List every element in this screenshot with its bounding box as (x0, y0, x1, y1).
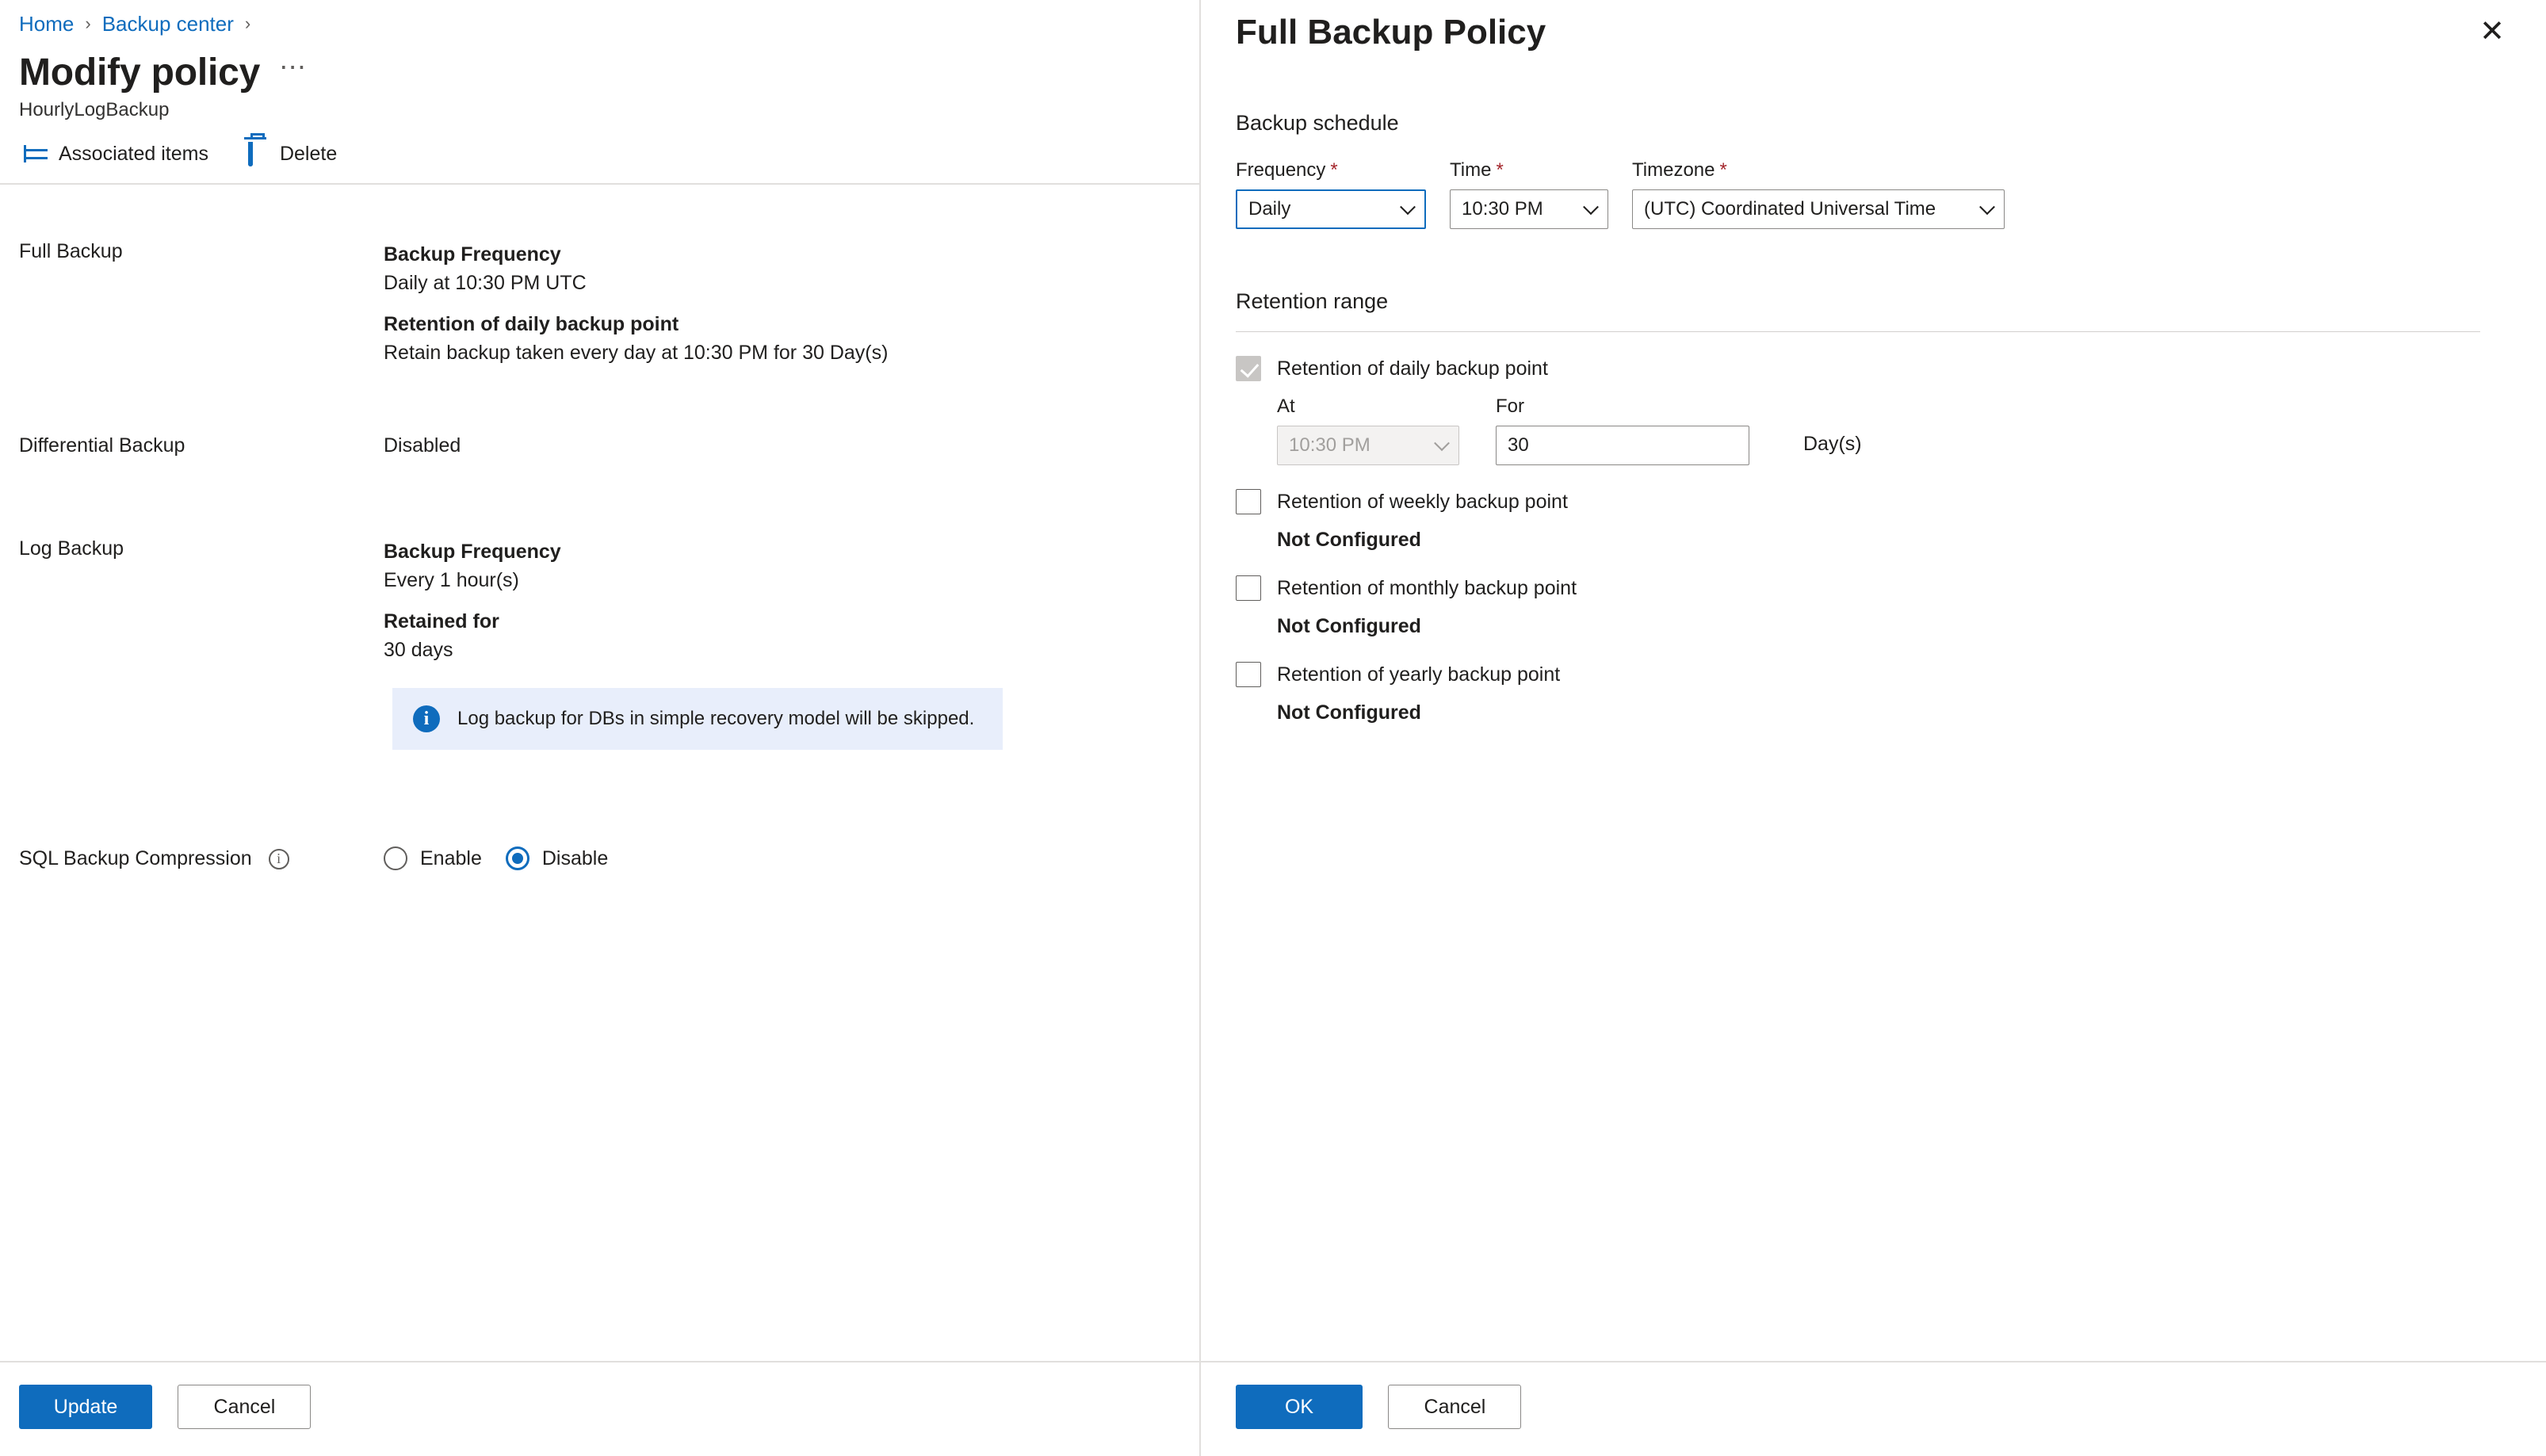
retention-daily-details (1277, 396, 2511, 465)
command-bar-divider (0, 183, 1199, 185)
radio-enable-indicator[interactable] (384, 846, 407, 870)
radio-enable-label: Enable (420, 846, 482, 869)
retention-weekly-status: Not Configured (1277, 529, 1421, 551)
time-value: 10:30 PM (1462, 198, 1543, 220)
trash-icon (245, 142, 269, 166)
retention-daily-label: Retention of daily backup point (1277, 357, 1548, 380)
retention-daily-at-field (1277, 396, 1459, 465)
retention-daily-days-suffix: Day(s) (1803, 433, 1862, 455)
log-backup-frequency-heading: Backup Frequency (384, 541, 561, 563)
timezone-value: (UTC) Coordinated Universal Time (1644, 198, 1936, 220)
timezone-select[interactable] (1632, 189, 2005, 229)
retention-daily-at-value: 10:30 PM (1289, 434, 1370, 456)
radio-disable-label: Disable (541, 846, 609, 869)
retention-weekly-label: Retention of weekly backup point (1277, 490, 1568, 513)
timezone-required-marker: * (1719, 159, 1727, 181)
full-backup-body[interactable] (384, 240, 888, 367)
backup-schedule-fields (1236, 159, 2511, 229)
radio-enable[interactable] (384, 846, 482, 870)
associated-items-label: Associated items (59, 142, 208, 165)
breadcrumb-backup-center[interactable]: Backup center (101, 12, 234, 36)
timezone-label: Timezone (1632, 159, 1715, 181)
command-bar (0, 121, 1199, 166)
blade-footer (1201, 1361, 2546, 1456)
retention-daily-for-field (1496, 396, 1749, 465)
frequency-value: Daily (1248, 198, 1291, 220)
list-icon (24, 142, 48, 166)
backup-schedule-heading: Backup schedule (1236, 111, 1399, 135)
retention-daily-for-label: For (1496, 396, 1524, 417)
differential-backup-label: Differential Backup (19, 434, 185, 457)
log-backup-frequency-value: Every 1 hour(s) (384, 569, 519, 591)
time-label-wrap (1450, 159, 1608, 182)
info-icon: i (413, 705, 440, 732)
cancel-button[interactable]: Cancel (178, 1385, 311, 1429)
breadcrumb-separator-icon: › (85, 13, 91, 33)
breadcrumb-separator-icon-2: › (244, 13, 251, 33)
log-backup-body[interactable] (384, 537, 561, 664)
log-backup-retained-value: 30 days (384, 639, 453, 661)
retention-weekly-row[interactable] (1236, 489, 2511, 514)
delete-button[interactable] (245, 142, 337, 166)
breadcrumb-home[interactable]: Home (19, 12, 75, 36)
retention-divider (1236, 331, 2480, 332)
frequency-label: Frequency (1236, 159, 1326, 181)
timezone-field (1632, 159, 2005, 229)
ok-button[interactable]: OK (1236, 1385, 1363, 1429)
full-backup-row (19, 240, 888, 367)
retention-yearly-label: Retention of yearly backup point (1277, 663, 1561, 686)
sql-compression-row (19, 846, 608, 870)
differential-backup-row (19, 434, 461, 457)
log-backup-info-box-wrap (392, 688, 1003, 750)
associated-items-button[interactable] (24, 142, 208, 166)
close-icon[interactable]: ✕ (2479, 15, 2505, 48)
time-field (1450, 159, 1608, 229)
blade-cancel-button[interactable]: Cancel (1388, 1385, 1521, 1429)
page-title-row (0, 36, 1199, 94)
retention-monthly-label: Retention of monthly backup point (1277, 576, 1577, 599)
log-backup-info-box (392, 688, 1003, 750)
retention-weekly-checkbox[interactable] (1236, 489, 1261, 514)
log-backup-label: Log Backup (19, 537, 124, 560)
full-backup-label: Full Backup (19, 240, 123, 262)
time-label: Time (1450, 159, 1492, 181)
log-backup-retained-heading: Retained for (384, 610, 499, 632)
frequency-select[interactable] (1236, 189, 1426, 229)
radio-disable[interactable] (506, 846, 608, 870)
chevron-down-icon-at (1434, 435, 1450, 451)
retention-daily-for-input[interactable] (1496, 426, 1749, 465)
timezone-label-wrap (1632, 159, 2005, 182)
full-backup-frequency-value: Daily at 10:30 PM UTC (384, 272, 587, 294)
log-backup-row (19, 537, 561, 664)
retention-daily-at-select (1277, 426, 1459, 465)
frequency-field (1236, 159, 1426, 229)
more-options-icon[interactable]: ⋯ (279, 52, 307, 82)
info-icon-compression[interactable]: i (269, 849, 289, 869)
radio-disable-indicator[interactable] (506, 846, 529, 870)
time-required-marker: * (1496, 159, 1504, 181)
page-subtitle: HourlyLogBackup (19, 99, 170, 120)
frequency-label-wrap (1236, 159, 1426, 182)
time-select[interactable] (1450, 189, 1608, 229)
differential-backup-value[interactable]: Disabled (384, 434, 461, 457)
breadcrumb (0, 0, 1199, 36)
retention-monthly-status: Not Configured (1277, 615, 1421, 637)
retention-range-heading: Retention range (1236, 289, 1389, 313)
left-footer (0, 1361, 1199, 1456)
retention-yearly-row[interactable] (1236, 662, 2511, 687)
delete-label: Delete (279, 142, 338, 165)
full-backup-policy-blade (1201, 0, 2546, 1456)
chevron-down-icon-tz (1979, 199, 1995, 215)
retention-monthly-row[interactable] (1236, 575, 2511, 601)
log-backup-info-message: Log backup for DBs in simple recovery model will be skipped. (457, 708, 975, 729)
retention-daily-row[interactable] (1236, 356, 2511, 381)
retention-yearly-status: Not Configured (1277, 701, 1421, 724)
full-backup-frequency-heading: Backup Frequency (384, 243, 561, 266)
chevron-down-icon-time (1583, 199, 1599, 215)
blade-body (1201, 111, 2546, 724)
modify-policy-pane (0, 0, 1201, 1456)
page-title: Modify policy (19, 52, 261, 94)
retention-daily-at-label: At (1277, 396, 1295, 417)
frequency-required-marker: * (1330, 159, 1338, 181)
sql-compression-label-wrap (19, 847, 384, 870)
sql-compression-label: SQL Backup Compression (19, 846, 252, 869)
retention-daily-checkbox[interactable] (1236, 356, 1261, 381)
update-button[interactable]: Update (19, 1385, 152, 1429)
sql-compression-options (384, 846, 608, 870)
full-backup-retention-heading: Retention of daily backup point (384, 313, 679, 335)
blade-header (1201, 0, 2546, 52)
full-backup-retention-value: Retain backup taken every day at 10:30 PM for 30 Day(s) (384, 342, 889, 364)
chevron-down-icon (1400, 199, 1416, 215)
retention-yearly-checkbox[interactable] (1236, 662, 1261, 687)
retention-monthly-checkbox[interactable] (1236, 575, 1261, 601)
blade-title: Full Backup Policy (1236, 13, 1546, 52)
